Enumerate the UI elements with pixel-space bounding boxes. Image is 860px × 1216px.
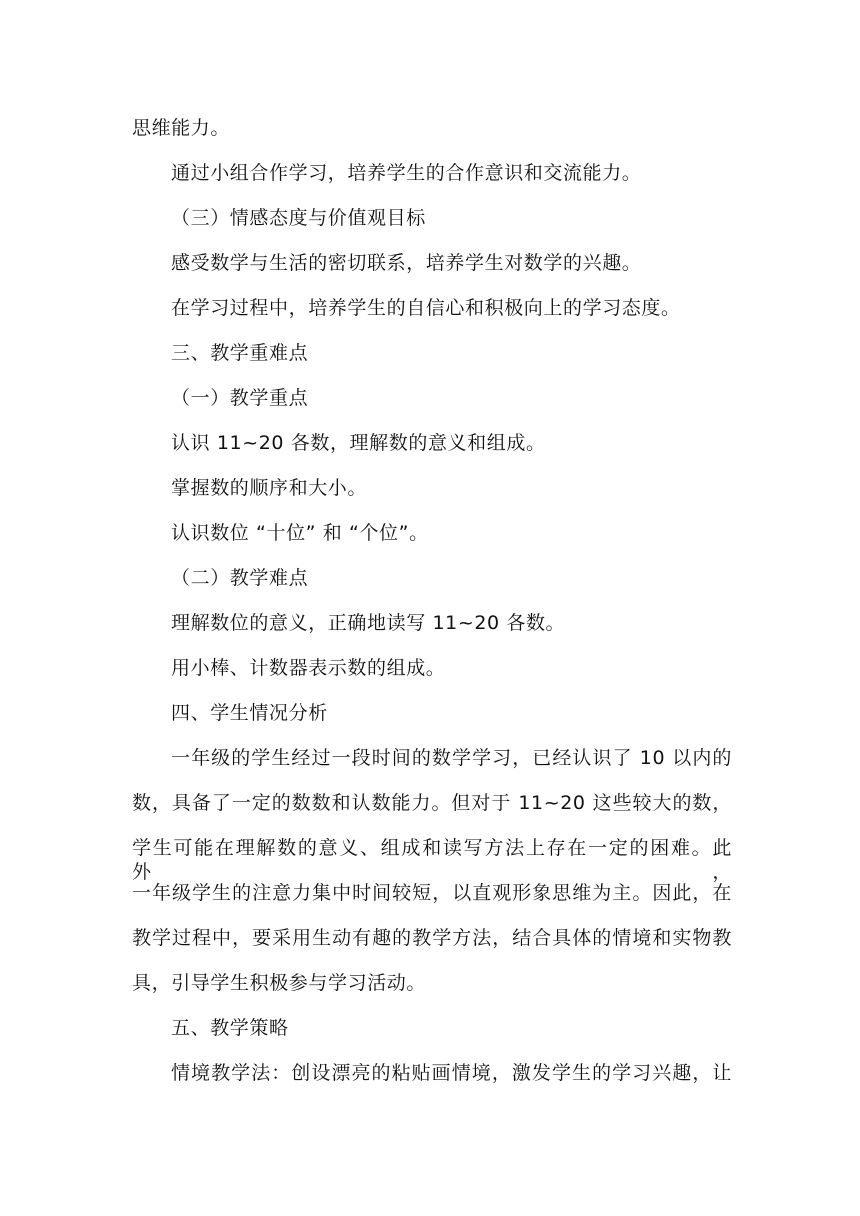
section-heading: 五、教学策略 [171, 1017, 289, 1039]
paragraph-line: 通过小组合作学习，培养学生的合作意识和交流能力。 [171, 162, 642, 184]
section-heading: 三、教学重难点 [171, 342, 309, 364]
paragraph-line: 思维能力。 [132, 117, 231, 139]
paragraph-line: 掌握数的顺序和大小。 [171, 477, 368, 499]
section-heading: 四、学生情况分析 [171, 702, 328, 724]
paragraph-line: 认识数位 “十位” 和 “个位”。 [171, 522, 429, 544]
paragraph-line: 具，引导学生积极参与学习活动。 [132, 972, 427, 994]
paragraph-line: 理解数位的意义，正确地读写 11~20 各数。 [171, 612, 566, 634]
paragraph-line: 一年级学生的注意力集中时间较短，以直观形象思维为主。因此，在 [132, 882, 732, 904]
paragraph-line: 教学过程中，要采用生动有趣的教学方法，结合具体的情境和实物教 [132, 927, 732, 949]
section-heading: （一）教学重点 [171, 387, 309, 409]
paragraph-line: 认识 11~20 各数，理解数的意义和组成。 [171, 432, 546, 454]
section-heading: （三）情感态度与价值观目标 [171, 207, 426, 229]
paragraph-line: 感受数学与生活的密切联系，培养学生对数学的兴趣。 [171, 252, 642, 274]
paragraph-line: 数，具备了一定的数数和认数能力。但对于 11~20 这些较大的数， [132, 792, 732, 814]
paragraph-line: 学生可能在理解数的意义、组成和读写方法上存在一定的困难。此外， [132, 837, 732, 883]
paragraph-line: 在学习过程中，培养学生的自信心和积极向上的学习态度。 [171, 297, 681, 319]
paragraph-line: 一年级的学生经过一段时间的数学学习，已经认识了 10 以内的 [171, 747, 732, 769]
paragraph-line: 用小棒、计数器表示数的组成。 [171, 657, 446, 679]
section-heading: （二）教学难点 [171, 567, 309, 589]
paragraph-line: 情境教学法：创设漂亮的粘贴画情境，激发学生的学习兴趣，让 [171, 1062, 732, 1084]
